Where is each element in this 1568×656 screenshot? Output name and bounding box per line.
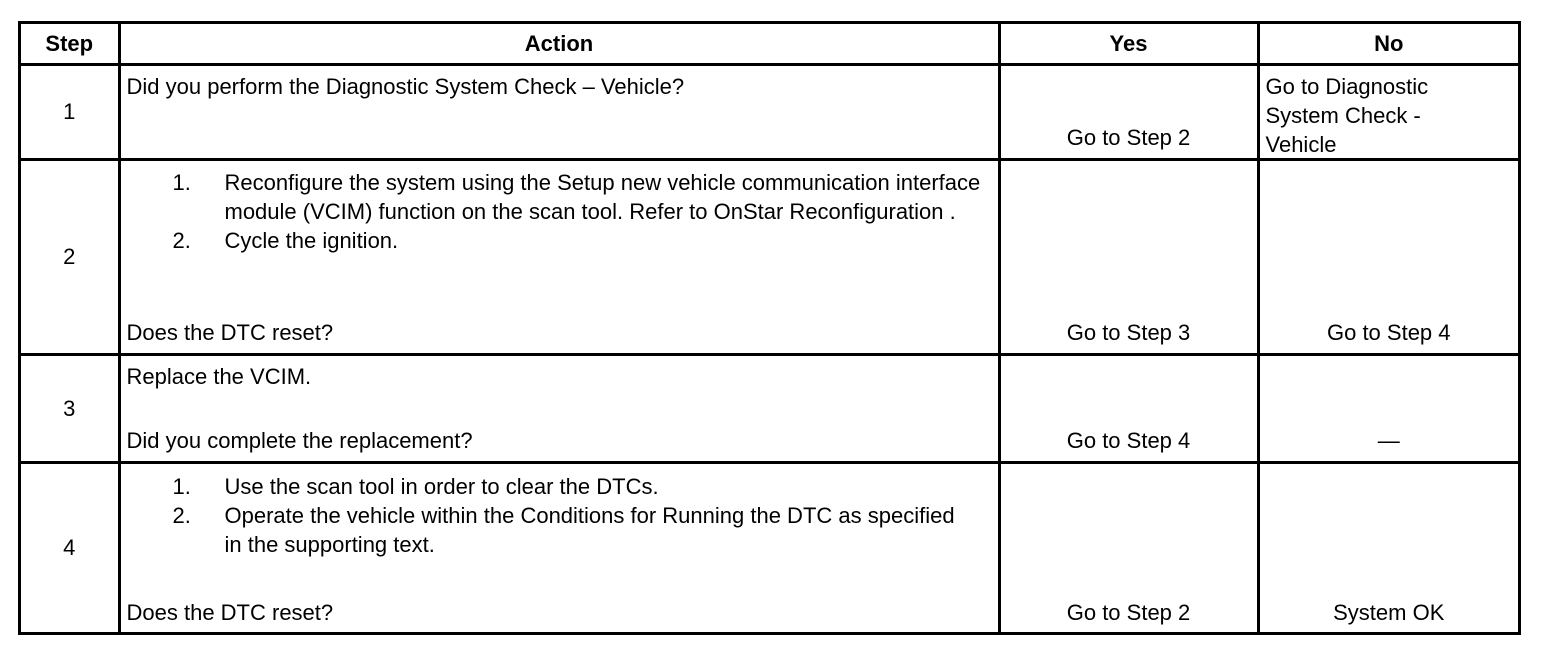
action-cell <box>119 160 999 355</box>
table-row <box>21 65 1518 160</box>
header-action: Action <box>119 24 999 65</box>
list-number: 2. <box>172 503 191 528</box>
yes-text: Go to Step 3 <box>1066 320 1191 345</box>
no-text: — <box>1377 428 1400 453</box>
yes-text: Go to Step 4 <box>1066 428 1191 453</box>
header-row <box>21 24 1518 65</box>
action-cell <box>119 463 999 633</box>
no-text: Go to Step 4 <box>1326 320 1451 345</box>
header-step: Step <box>21 24 119 65</box>
list-text: Reconfigure the system using the Setup new vehicle communication interface module (VCIM) function on the scan tool. Refer to OnStar Reconfiguration . <box>224 170 981 224</box>
table-row <box>21 355 1518 463</box>
no-cell <box>1258 355 1518 463</box>
list-number: 2. <box>172 228 191 253</box>
list-number: 1. <box>172 170 191 195</box>
question-text: Does the DTC reset? <box>126 320 334 345</box>
no-cell <box>1258 463 1518 633</box>
question-text: Does the DTC reset? <box>126 599 334 625</box>
yes-cell <box>999 463 1258 633</box>
no-text: Go to Diagnostic System Check - Vehicle <box>1265 74 1429 157</box>
action-text: Did you perform the Diagnostic System Check – Vehicle? <box>126 74 685 99</box>
header-no: No <box>1258 24 1518 65</box>
diagnostic-table <box>18 21 1521 635</box>
list-item <box>121 226 998 255</box>
table-row <box>21 463 1518 633</box>
action-text: Replace the VCIM. <box>126 364 312 389</box>
list-text: Operate the vehicle within the Conditions for Running the DTC as specified in the supporting text. <box>224 503 955 557</box>
step-number: 3 <box>21 355 119 463</box>
action-list <box>121 464 998 559</box>
list-item <box>121 501 998 559</box>
question-text: Did you complete the replacement? <box>126 428 473 453</box>
header-yes: Yes <box>999 24 1258 65</box>
yes-text: Go to Step 2 <box>1066 125 1191 150</box>
action-cell <box>119 355 999 463</box>
action-list <box>121 161 998 255</box>
list-item <box>121 168 998 226</box>
list-text: Use the scan tool in order to clear the DTCs. <box>224 474 659 499</box>
no-cell <box>1258 65 1518 160</box>
step-number: 1 <box>21 65 119 160</box>
action-cell <box>119 65 999 160</box>
step-number: 4 <box>21 463 119 633</box>
yes-cell <box>999 160 1258 355</box>
step-number: 2 <box>21 160 119 355</box>
list-number: 1. <box>172 474 191 499</box>
yes-text: Go to Step 2 <box>1066 599 1191 625</box>
no-cell <box>1258 160 1518 355</box>
list-item <box>121 472 998 501</box>
table-row <box>21 160 1518 355</box>
yes-cell <box>999 65 1258 160</box>
no-text: System OK <box>1333 599 1445 625</box>
yes-cell <box>999 355 1258 463</box>
list-text: Cycle the ignition. <box>224 228 399 253</box>
